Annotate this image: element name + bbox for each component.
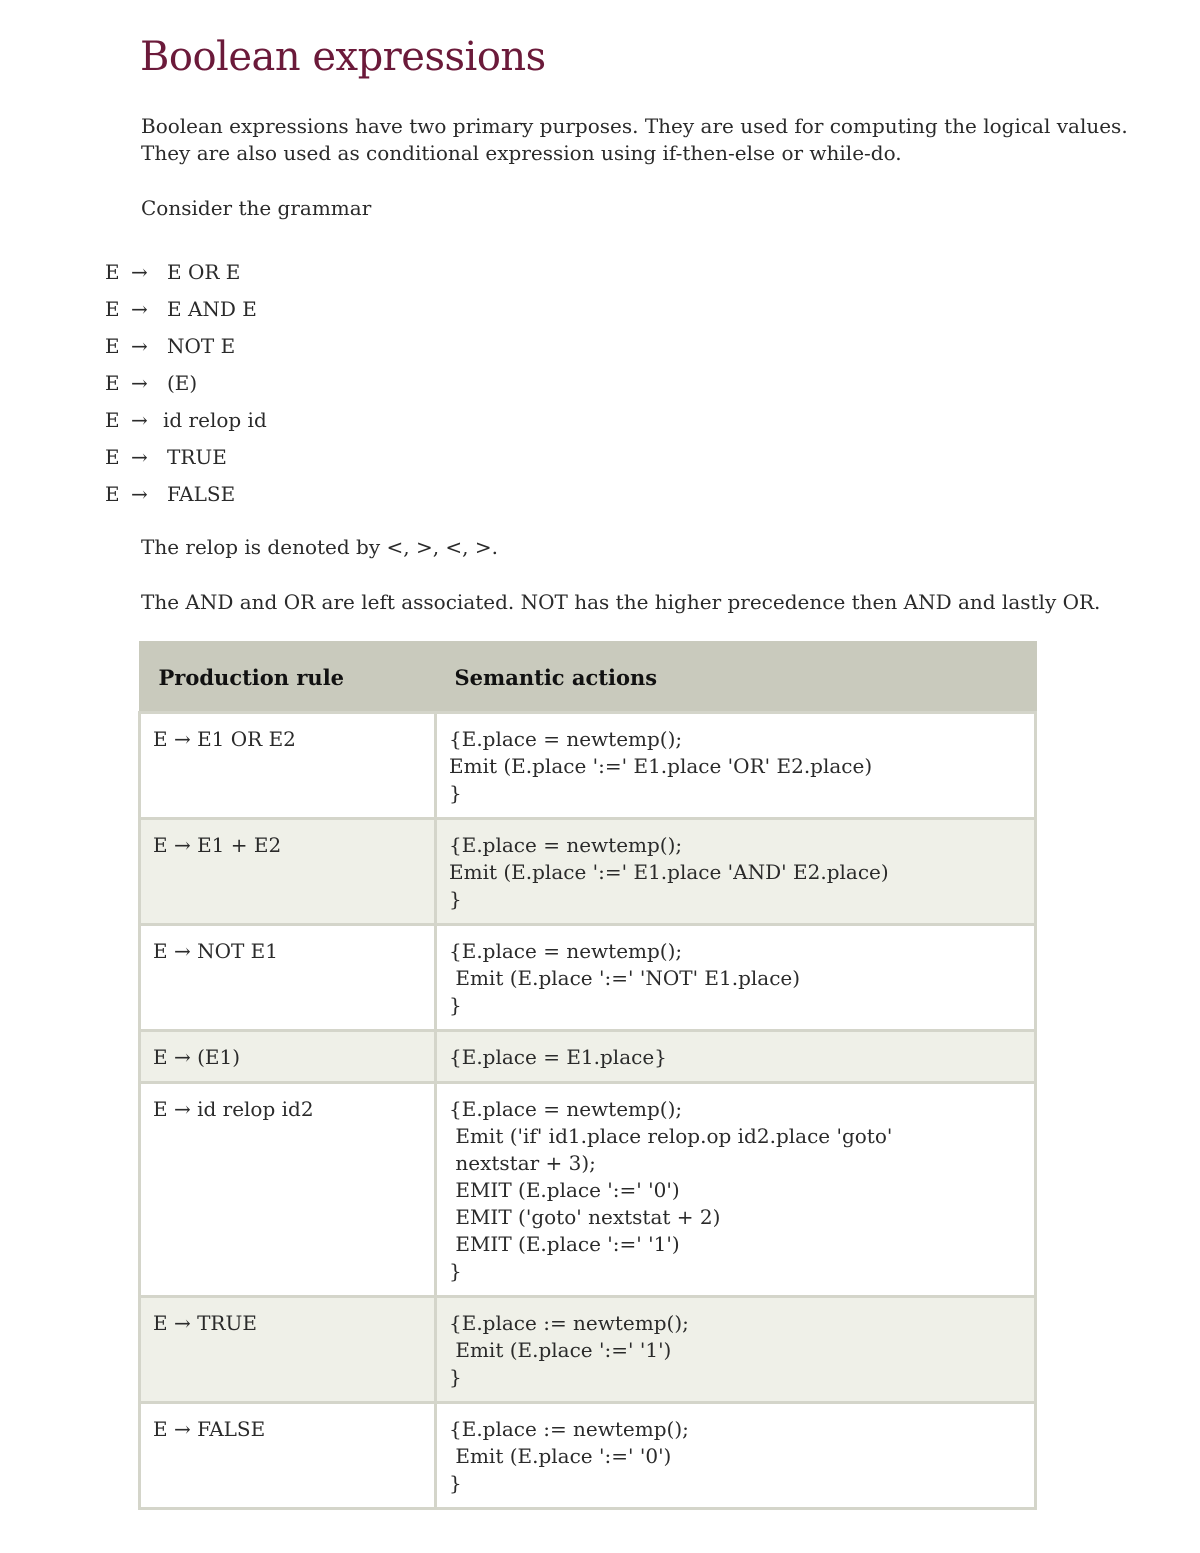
- grammar-rule: E → E OR E: [105, 260, 241, 284]
- production-rule-cell: E → id relop id2: [140, 1083, 436, 1297]
- grammar-rule: E → (E): [105, 371, 198, 395]
- action-line: {E.place = E1.place}: [449, 1045, 667, 1069]
- action-line: }: [449, 1259, 462, 1283]
- semantic-actions-cell: [436, 925, 1036, 1031]
- action-line: Emit (E.place ':=' '0'): [449, 1444, 672, 1468]
- intro-line-1: Boolean expressions have two primary purposes. They are used for computing the logical values.: [141, 114, 1128, 138]
- action-line: }: [449, 993, 462, 1017]
- action-line: EMIT ('goto' nextstat + 2): [449, 1205, 721, 1229]
- action-line: Emit (E.place ':=' '1'): [449, 1338, 672, 1362]
- grammar-rule: E → TRUE: [105, 445, 227, 469]
- action-line: {E.place = newtemp();: [449, 1097, 683, 1121]
- table-row: [140, 1031, 1036, 1083]
- table-row: [140, 819, 1036, 925]
- action-line: EMIT (E.place ':=' '1'): [449, 1232, 680, 1256]
- associativity-note: The AND and OR are left associated. NOT has the higher precedence then AND and lastly OR.: [141, 590, 1101, 614]
- semantic-actions-cell: [436, 819, 1036, 925]
- semantic-actions-cell: [436, 1403, 1036, 1509]
- action-line: {E.place = newtemp();: [449, 833, 683, 857]
- intro-line-2: They are also used as conditional expression using if-then-else or while-do.: [141, 141, 902, 165]
- table-row: [140, 925, 1036, 1031]
- relop-note: The relop is denoted by <, >, <, >.: [141, 535, 499, 559]
- semantic-actions-cell: [436, 1297, 1036, 1403]
- semantic-actions-cell: [436, 1083, 1036, 1297]
- production-rule-cell: E → TRUE: [140, 1297, 436, 1403]
- grammar-rule: E → E AND E: [105, 297, 257, 321]
- grammar-rule: E → NOT E: [105, 334, 236, 358]
- grammar-rule: E → FALSE: [105, 482, 236, 506]
- header-semantic-actions: Semantic actions: [436, 642, 1036, 713]
- grammar-list: [105, 256, 267, 515]
- page-title: Boolean expressions: [140, 34, 546, 80]
- grammar-rule: E → id relop id: [105, 408, 267, 432]
- action-line: {E.place = newtemp();: [449, 939, 683, 963]
- production-rule-cell: E → E1 OR E2: [140, 713, 436, 819]
- table-row: [140, 1083, 1036, 1297]
- table-header-row: [140, 642, 1036, 713]
- production-rule-cell: E → FALSE: [140, 1403, 436, 1509]
- production-rule-cell: E → E1 + E2: [140, 819, 436, 925]
- action-line: Emit ('if' id1.place relop.op id2.place 'goto': [449, 1124, 893, 1148]
- action-line: Emit (E.place ':=' E1.place 'OR' E2.place): [449, 754, 873, 778]
- action-line: nextstar + 3);: [449, 1151, 596, 1175]
- table-row: [140, 713, 1036, 819]
- header-production-rule: Production rule: [140, 642, 436, 713]
- semantic-actions-cell: [436, 713, 1036, 819]
- semantic-actions-cell: [436, 1031, 1036, 1083]
- semantic-actions-table: [138, 641, 1037, 1510]
- production-rule-cell: E → NOT E1: [140, 925, 436, 1031]
- action-line: {E.place := newtemp();: [449, 1417, 689, 1441]
- action-line: }: [449, 1365, 462, 1389]
- action-line: }: [449, 887, 462, 911]
- table-row: [140, 1297, 1036, 1403]
- action-line: Emit (E.place ':=' 'NOT' E1.place): [449, 966, 801, 990]
- action-line: Emit (E.place ':=' E1.place 'AND' E2.place): [449, 860, 889, 884]
- production-rule-cell: E → (E1): [140, 1031, 436, 1083]
- table-body: [140, 713, 1036, 1509]
- consider-text: Consider the grammar: [141, 196, 372, 220]
- action-line: {E.place := newtemp();: [449, 1311, 689, 1335]
- action-line: EMIT (E.place ':=' '0'): [449, 1178, 680, 1202]
- action-line: }: [449, 1471, 462, 1495]
- table-row: [140, 1403, 1036, 1509]
- action-line: {E.place = newtemp();: [449, 727, 683, 751]
- action-line: }: [449, 781, 462, 805]
